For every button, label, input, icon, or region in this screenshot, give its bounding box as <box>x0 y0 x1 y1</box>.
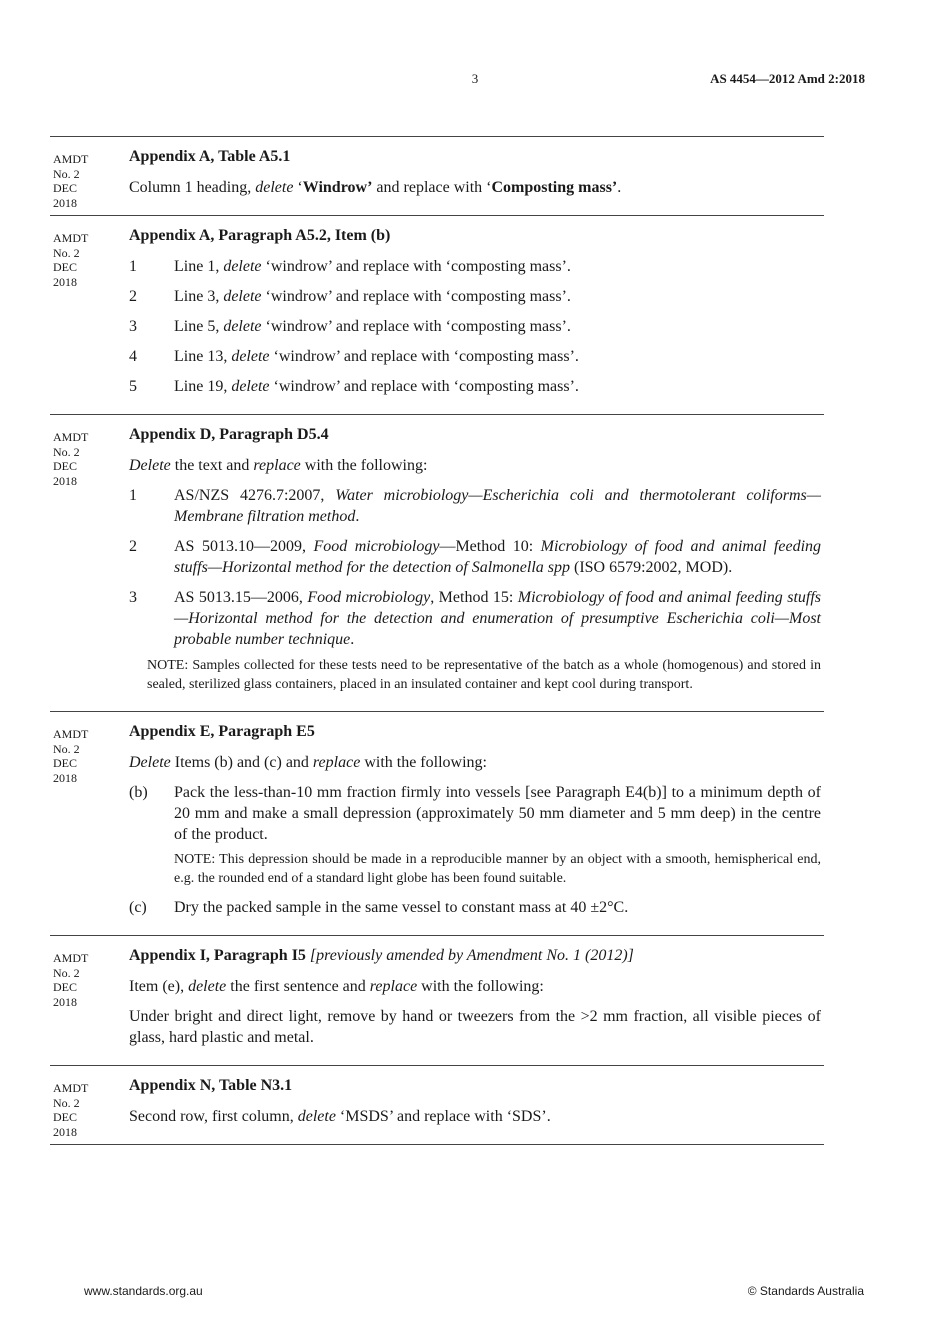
list-item: (b) Pack the less-than-10 mm fraction firmly into vessels [see Paragraph E4(b)] to a minimum depth of 20 mm and make a small depression (approximately 50 mm diameter and 5 mm deep) in the centre of the product. <box>129 784 821 843</box>
amdt-number: No. 2 <box>53 245 80 260</box>
amdt-number: No. 2 <box>53 166 80 181</box>
instruction-text: Delete Items (b) and (c) and replace with the following: <box>129 754 487 771</box>
amdt-year: 2018 <box>53 994 77 1009</box>
amendment-section-a5-2 <box>50 215 824 414</box>
section-heading: Appendix E, Paragraph E5 <box>129 723 315 740</box>
amdt-label: AMDT <box>53 727 89 741</box>
amendment-margin-note <box>53 727 113 785</box>
replacement-text: Under bright and direct light, remove by hand or tweezers from the >2 mm fraction, all visible pieces of glass, hard plastic and metal. <box>129 1008 821 1046</box>
instruction-text: Item (e), delete the first sentence and replace with the following: <box>129 978 544 995</box>
list-item: 2 AS 5013.10—2009, Food microbiology—Method 10: Microbiology of food and animal feeding stuffs—Horizontal method for the detection of Salmonella spp (ISO 6579:2002, MOD). <box>129 538 822 576</box>
section-heading: Appendix D, Paragraph D5.4 <box>129 426 329 443</box>
amdt-month: DEC <box>53 181 77 195</box>
list-item: (c) Dry the packed sample in the same vessel to constant mass at 40 ±2°C. <box>129 899 629 916</box>
list-item: 2 Line 3, delete ‘windrow’ and replace with ‘composting mass’. <box>129 288 571 305</box>
amdt-label: AMDT <box>53 152 89 166</box>
instruction-text: Delete the text and replace with the following: <box>129 457 428 474</box>
instruction-text: Column 1 heading, delete ‘Windrow’ and replace with ‘Composting mass’. <box>129 179 622 196</box>
section-heading: Appendix A, Table A5.1 <box>129 148 291 165</box>
section-heading: Appendix N, Table N3.1 <box>129 1077 293 1094</box>
amendment-margin-note <box>53 231 113 289</box>
amdt-label: AMDT <box>53 430 89 444</box>
footer-website-link[interactable]: www.standards.org.au <box>84 1284 203 1298</box>
amdt-label: AMDT <box>53 231 89 245</box>
list-item: 1 Line 1, delete ‘windrow’ and replace with ‘composting mass’. <box>129 258 571 275</box>
amdt-number: No. 2 <box>53 741 80 756</box>
amdt-label: AMDT <box>53 1081 89 1095</box>
amdt-year: 2018 <box>53 473 77 488</box>
list-item: 4 Line 13, delete ‘windrow’ and replace with ‘composting mass’. <box>129 348 579 365</box>
amdt-number: No. 2 <box>53 1095 80 1110</box>
list-item: 5 Line 19, delete ‘windrow’ and replace with ‘composting mass’. <box>129 378 579 395</box>
list-item: 1 AS/NZS 4276.7:2007, Water microbiology—Escherichia coli and thermotolerant coliforms—Membrane filtration method. <box>129 487 821 525</box>
amdt-month: DEC <box>53 260 77 274</box>
amdt-month: DEC <box>53 756 77 770</box>
amdt-year: 2018 <box>53 195 77 210</box>
page-number: 3 <box>471 71 479 86</box>
amendment-section-table-n3-1 <box>50 1065 824 1145</box>
amdt-month: DEC <box>53 980 77 994</box>
amendment-margin-note <box>53 152 113 210</box>
list-item: 3 AS 5013.15—2006, Food microbiology, Method 15: Microbiology of food and animal feeding stuffs—Horizontal method for the detection and enumeration of presumptive Escherichia coli—Most probable number technique. <box>129 589 822 648</box>
amdt-year: 2018 <box>53 274 77 289</box>
amdt-year: 2018 <box>53 770 77 785</box>
amdt-month: DEC <box>53 459 77 473</box>
note-text: NOTE: This depression should be made in a reproducible manner by an object with a smooth, hemispherical end, e.g. the rounded end of a standard light globe has been found suitable. <box>174 852 821 886</box>
list-item: 3 Line 5, delete ‘windrow’ and replace with ‘composting mass’. <box>129 318 571 335</box>
amdt-year: 2018 <box>53 1124 77 1139</box>
amendment-section-e5 <box>50 711 824 935</box>
amendment-section-d5-4 <box>50 414 824 711</box>
amendment-margin-note <box>53 1081 113 1139</box>
amendment-section-i5 <box>50 935 824 1065</box>
document-reference: AS 4454—2012 Amd 2:2018 <box>710 71 865 86</box>
note-text: NOTE: Samples collected for these tests need to be representative of the batch as a whole (homogenous) and stored in sealed, sterilized glass containers, placed in an insulated container and kept cool during transport. <box>147 658 821 692</box>
amendment-margin-note <box>53 951 113 1009</box>
instruction-text: Second row, first column, delete ‘MSDS’ and replace with ‘SDS’. <box>129 1108 551 1125</box>
footer-copyright: © Standards Australia <box>747 1284 864 1298</box>
section-heading: Appendix I, Paragraph I5 [previously amended by Amendment No. 1 (2012)] <box>129 947 634 964</box>
amdt-label: AMDT <box>53 951 89 965</box>
amdt-number: No. 2 <box>53 965 80 980</box>
amendment-margin-note <box>53 430 113 488</box>
amendment-section-table-a5-1 <box>50 136 824 215</box>
amdt-month: DEC <box>53 1110 77 1124</box>
section-heading: Appendix A, Paragraph A5.2, Item (b) <box>129 227 391 244</box>
amendment-content <box>50 136 824 1145</box>
amdt-number: No. 2 <box>53 444 80 459</box>
